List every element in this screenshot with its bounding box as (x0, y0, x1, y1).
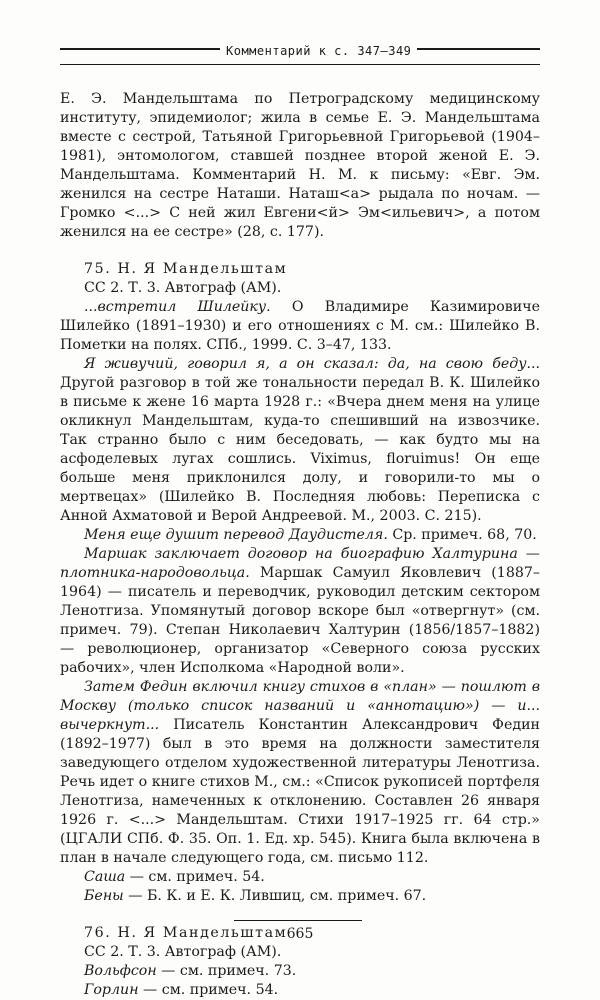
paragraph: СС 2. Т. 3. Автограф (АМ). (84, 944, 282, 960)
paragraph: Бены — Б. К. и Е. К. Лившиц, см. примеч. 67. (84, 888, 427, 904)
paragraph: Саша — см. примеч. 54. (84, 869, 265, 885)
page-body (60, 90, 540, 1000)
paragraph: Затем Федин включил книгу стихов в «план» — пошлют в Москву (только список названий и «аннотацию») — и... вычеркнут... Писатель Константин Александрович Федин (1892–1977) был в это время на должности заместителя заведующего отделом художественной литературы Ленотгиза. Речь идет о книге стихов М., см.: «Список рукописей портфеля Ленотгиза, намеченных к отклонению. Составлен 26 января 1926 г. <...> Мандельштам. Стихи 1917–1925 гг. 64 стр.» (ЦГАЛИ СПб. Ф. 35. Оп. 1. Ед. хр. 545). Книга была включена в план в начале следующего года, см. письмо 112. (60, 679, 540, 866)
paragraph: ...встретил Шилейку. О Владимире Казимировиче Шилейко (1891–1930) и его отношениях с М. см.: Шилейко В. Пометки на полях. СПб., 1999. С. 3–47, 133. (60, 299, 541, 353)
paragraph: Я живучий, говорил я, а он сказал: да, на свою беду... Другой разговор в той же тональности передал В. К. Шилейко в письме к жене 16 марта 1928 г.: «Вчера днем меня на улице окликнул Мандельштам, куда-то спешивший на извозчике. Так странно было с ним беседовать, — как будто мы на асфоделевых лугах сошлись. Viximus, floruimus! Он еще больше меня приклонился долу, и говорили-то мы о мертвецах» (Шилейко В. Последняя любовь: Переписка с Анной Ахматовой и Верой Андреевой. М., 2003. С. 215). (60, 356, 540, 524)
paragraph: Горлин — см. примеч. 54. (84, 982, 279, 998)
paragraph: СС 2. Т. 3. Автограф (АМ). (84, 280, 282, 296)
letter-heading-75: 75. Н. Я Мандельштам (84, 261, 288, 277)
paragraph: Е. Э. Мандельштама по Петроградскому медицинскому институту, эпидемиолог; жила в семье Е. Э. Мандельштама вместе с сестрой, Татьяной Григорьевной Григорьевой (1904–1981), энтомологом, ставшей позднее второй женой Е. Э. Мандельштама. Комментарий Н. М. к письму: «Евг. Эм. женился на сестре Наташи. Наташ<а> рыдала по ночам. — Громко <...> С ней жил Евгени<й> Эм<ильевич>, а потом женился на ее сестре» (28, с. 177). (60, 91, 540, 240)
footer-rule (234, 920, 362, 921)
letter-heading-76: 76. Н. Я Мандельштам (84, 925, 288, 941)
paragraph: Маршак заключает договор на биографию Халтурина — плотника-народовольца. Маршак Самуил Яковлевич (1887–1964) — писатель и переводчик, руководил детским сектором Ленотгиза. Упомянутый договор вскоре был «отвергнут» (см. примеч. 79). Степан Николаевич Халтурин (1856/1857–1882) — революционер, организатор «Северного союза русских рабочих», член Исполкома «Народной воли». (60, 546, 540, 676)
header-title: Комментарий к с. 347–349 (220, 44, 417, 58)
paragraph: Вольфсон — см. примеч. 73. (84, 963, 297, 979)
paragraph: Меня еще душит перевод Даудистеля. Ср. примеч. 68, 70. (84, 527, 537, 543)
page-number: 665 (286, 926, 314, 942)
running-header (60, 44, 540, 66)
header-rule-bottom (60, 64, 540, 65)
